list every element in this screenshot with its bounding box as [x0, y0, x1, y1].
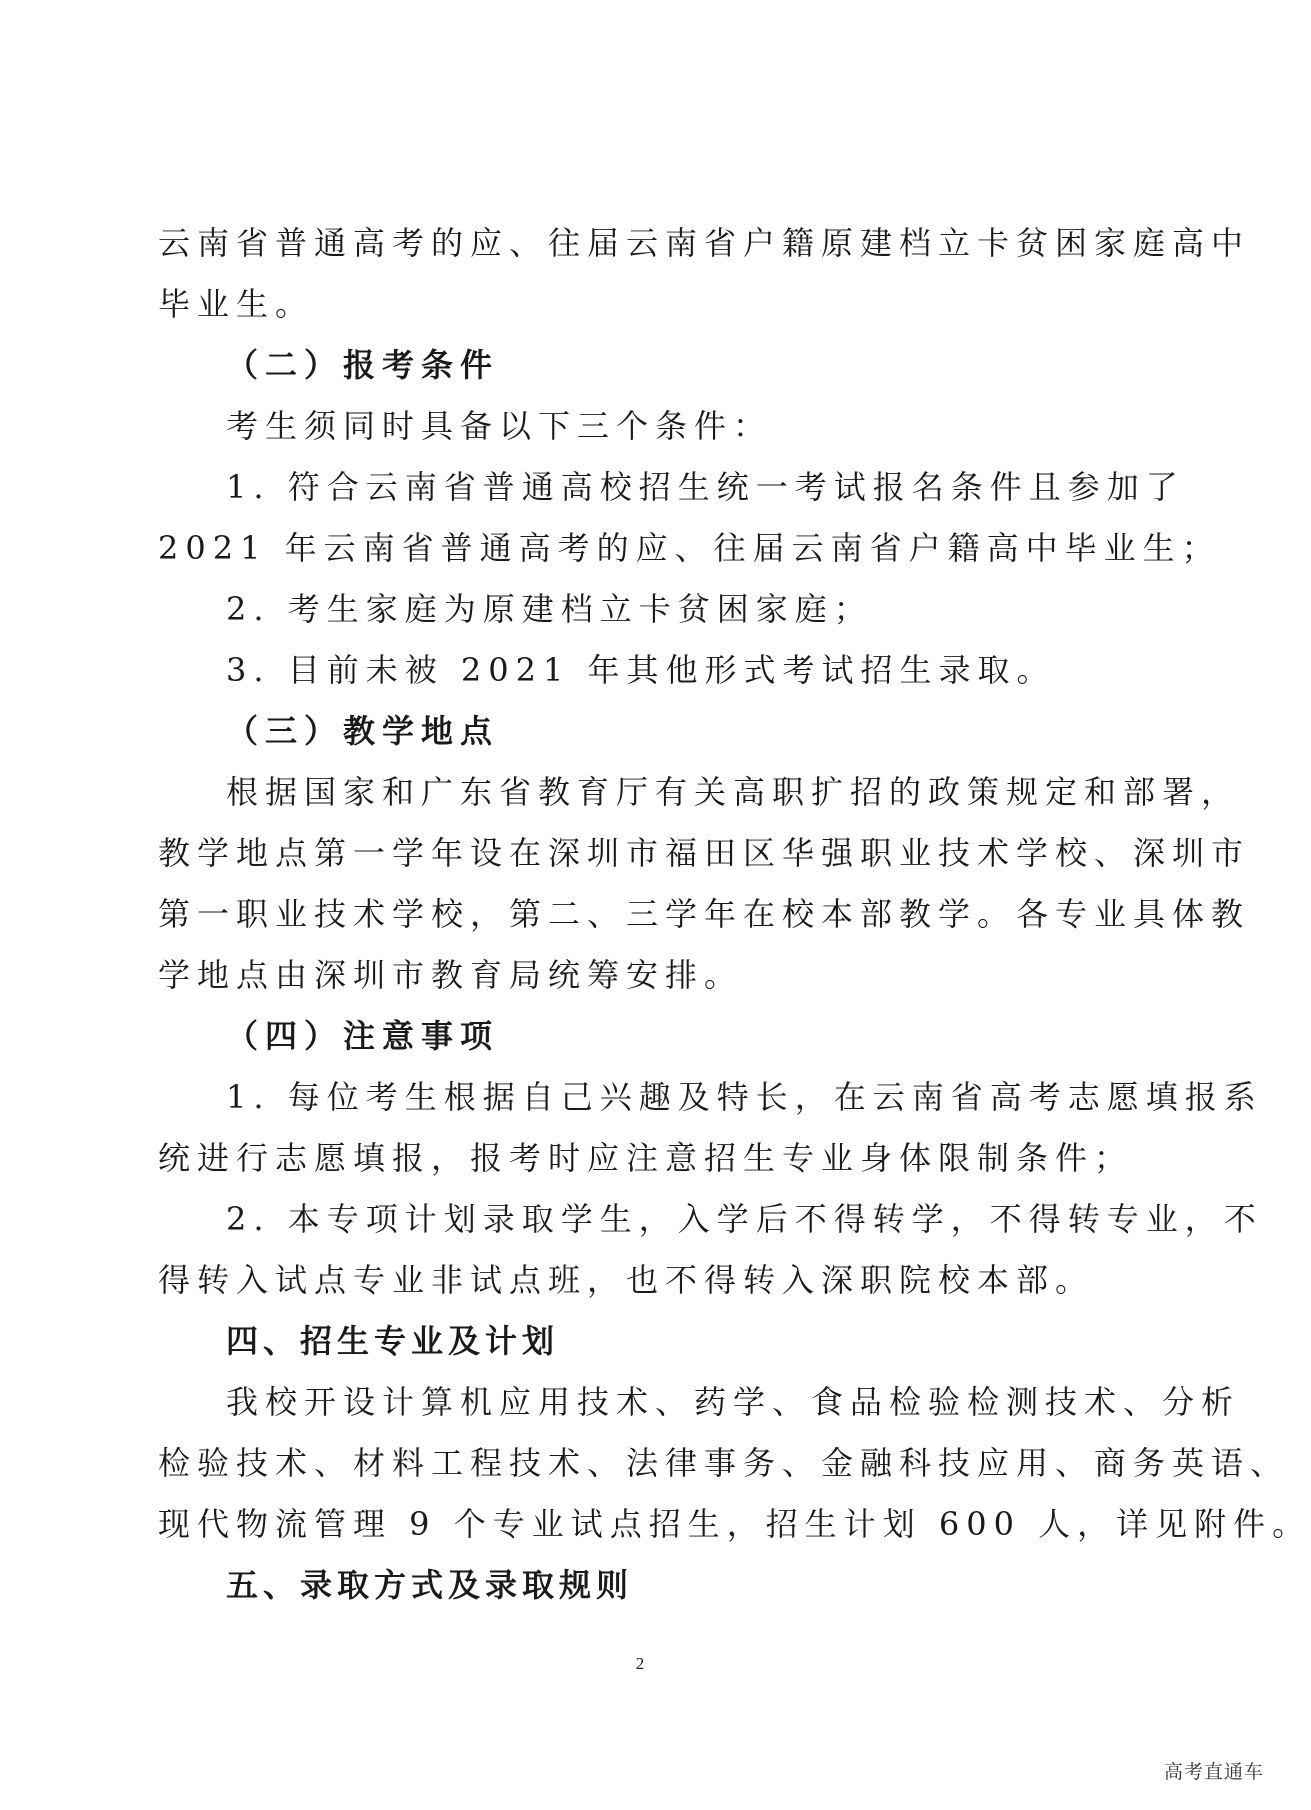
text-line: 2021 年云南省普通高考的应、往届云南省户籍高中毕业生；	[158, 529, 1221, 567]
document-body	[158, 213, 1311, 1616]
text-line: 毕业生。	[158, 285, 315, 323]
text-line: 1. 每位考生根据自己兴趣及特长，在云南省高考志愿填报系	[226, 1078, 1263, 1116]
text-line: 检验技术、材料工程技术、法律事务、金融科技应用、商务英语、	[158, 1444, 1290, 1482]
text-line: 学地点由深圳市教育局统筹安排。	[158, 956, 744, 994]
text-line: 1. 符合云南省普通高校招生统一考试报名条件且参加了	[226, 468, 1185, 506]
text-line: 云南省普通高考的应、往届云南省户籍原建档立卡贫困家庭高中	[158, 224, 1251, 262]
section-heading: 四、招生专业及计划	[226, 1322, 560, 1360]
text-line: 得转入试点专业非试点班，也不得转入深职院校本部。	[158, 1261, 1095, 1299]
text-line: 3. 目前未被 2021 年其他形式考试招生录取。	[226, 651, 1056, 689]
section-heading: 五、录取方式及录取规则	[226, 1566, 634, 1604]
page-number: 2	[635, 1654, 645, 1673]
text-line: 现代物流管理 9 个专业试点招生，招生计划 600 人，详见附件。	[158, 1505, 1311, 1543]
watermark-text: 高考直通车	[1163, 1761, 1264, 1783]
text-line: 第一职业技术学校，第二、三学年在校本部教学。各专业具体教	[158, 895, 1251, 933]
text-line: 我校开设计算机应用技术、药学、食品检验检测技术、分析	[226, 1383, 1241, 1421]
section-heading: （三）教学地点	[226, 712, 500, 750]
text-line: 根据国家和广东省教育厅有关高职扩招的政策规定和部署，	[226, 773, 1241, 811]
text-line: 教学地点第一学年设在深圳市福田区华强职业技术学校、深圳市	[158, 834, 1251, 872]
text-line: 考生须同时具备以下三个条件：	[226, 407, 773, 445]
text-line: 2. 考生家庭为原建档立卡贫困家庭；	[226, 590, 873, 628]
text-line: 2. 本专项计划录取学生，入学后不得转学，不得转专业，不	[226, 1200, 1263, 1238]
text-line: 统进行志愿填报，报考时应注意招生专业身体限制条件；	[158, 1139, 1134, 1177]
section-heading: （二）报考条件	[226, 346, 500, 384]
section-heading: （四）注意事项	[226, 1017, 500, 1055]
